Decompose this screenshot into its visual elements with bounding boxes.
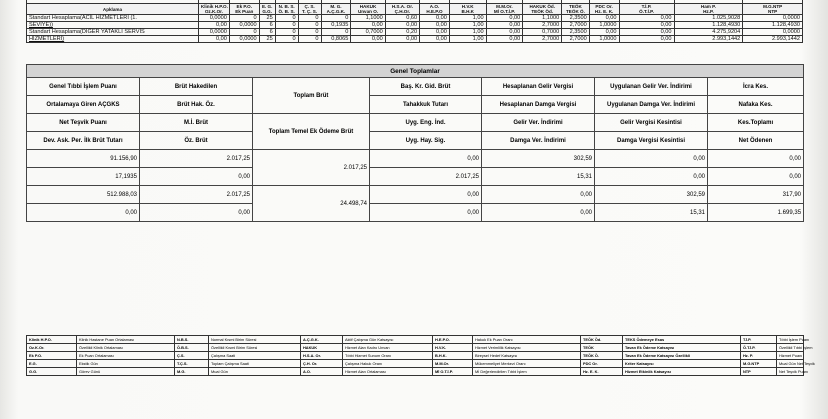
legend-value: Hizmet Puanı bbox=[777, 352, 804, 360]
apklama-cell: 1,00 bbox=[449, 29, 486, 36]
apklama-cell: 2,7000 bbox=[523, 22, 562, 29]
label-gelir-ver-indirimi: Gelir Ver. İndirimi bbox=[482, 114, 595, 132]
value-damga-vergisi-kesintisi: 15,31 bbox=[595, 204, 708, 222]
label-oz-brut: Öz. Brüt bbox=[140, 132, 253, 150]
apklama-cell: 0,00 bbox=[619, 22, 674, 29]
apklama-cell: 0,0000 bbox=[743, 15, 803, 22]
apklama-cell: 0,8065 bbox=[321, 36, 351, 43]
apklama-cell: 0,0000 bbox=[198, 29, 229, 36]
apklama-cell: 0,00 bbox=[420, 22, 450, 29]
legend-key: M.G.NTP bbox=[741, 360, 777, 368]
legend-key: B.H.K. bbox=[433, 352, 473, 360]
apklama-cell: 0,0000 bbox=[229, 36, 259, 43]
apklama-header-cell: HAKUK Unvan O. bbox=[351, 4, 385, 15]
legend-row bbox=[27, 360, 804, 368]
legend-row bbox=[27, 352, 804, 360]
legend-value: Bireysel Hedef Katsayısı bbox=[473, 352, 581, 360]
value-uyg-eng-ind: 0,00 bbox=[370, 186, 482, 204]
legend-key: Ç.S. bbox=[175, 352, 209, 360]
legend-key: T.Ç.S. bbox=[175, 360, 209, 368]
label-kes-toplami: Kes.Toplamı bbox=[708, 114, 804, 132]
apklama-row-label: SEVİYE)) bbox=[27, 22, 199, 29]
apklama-row-label: Standart Hesaplama(ACİL HİZMETLERİ (1. bbox=[27, 15, 199, 22]
value-mi-brut: 2.017,25 bbox=[140, 186, 253, 204]
legend-key: A.Ç.G.K. bbox=[301, 336, 343, 344]
apklama-cell: 0 bbox=[298, 29, 321, 36]
apklama-cell: 2,3500 bbox=[562, 29, 590, 36]
apklama-header-cell: N. B. S. Ö. B. S. bbox=[275, 4, 298, 15]
apklama-cell: 2.993,1442 bbox=[674, 36, 743, 43]
apklama-cell: 1,0000 bbox=[589, 36, 619, 43]
value-bas-kr-gid-brut: 0,00 bbox=[370, 150, 482, 168]
apklama-cell: 0,00 bbox=[420, 15, 450, 22]
value-toplam-temel-ek-odeme-brut: 24.498,74 bbox=[253, 186, 370, 222]
apklama-cell: 6 bbox=[259, 22, 275, 29]
apklama-cell: 0,00 bbox=[486, 36, 523, 43]
apklama-row bbox=[27, 29, 803, 36]
apklama-cell: 0,00 bbox=[385, 22, 419, 29]
apklama-cell: 0 bbox=[298, 22, 321, 29]
apklama-row bbox=[27, 36, 803, 43]
genel-toplamlar-title: Genel Toplamlar bbox=[27, 65, 804, 78]
legend-value: Çalışma Saati bbox=[209, 352, 301, 360]
value-nafaka-kes: 0,00 bbox=[708, 168, 804, 186]
legend-value: Tavan Ek Ödeme Katsayısı bbox=[623, 344, 741, 352]
apklama-cell: 0,00 bbox=[198, 36, 229, 43]
label-icra-kes: İcra Kes. bbox=[708, 78, 804, 96]
apklama-header-cell: TEÖK TEÖK Ö. bbox=[562, 4, 590, 15]
value-hesaplanan-gelir-vergisi: 302,59 bbox=[482, 150, 595, 168]
apklama-header-cell: M.M.Or. Mİ O.T.İ.P. bbox=[486, 4, 523, 15]
apklama-cell: 1,00 bbox=[449, 22, 486, 29]
label-uygulanan-damga-ver-indirimi: Uygulanan Damga Ver. İndirimi bbox=[595, 96, 708, 114]
apklama-cell: 0,00 bbox=[351, 36, 385, 43]
legend-value: Toplam Çalışma Saati bbox=[209, 360, 301, 368]
apklama-cell: 0 bbox=[275, 22, 298, 29]
legend-row bbox=[27, 368, 804, 376]
apklama-cell: 1,00 bbox=[449, 15, 486, 22]
apklama-header-cell: Klinik H.P.O. Oz.K.Or. bbox=[198, 4, 229, 15]
legend-value: TEKS Ödemeye Esas bbox=[623, 336, 741, 344]
legend-value: Mual Gün bbox=[209, 368, 301, 376]
legend-value: Hizmet Verimlilik Katsayısı bbox=[473, 344, 581, 352]
apklama-cell: 0 bbox=[275, 36, 298, 43]
genel-toplamlar-section bbox=[26, 64, 803, 222]
legend-key: H.E.P.O. bbox=[433, 336, 473, 344]
value-brut-hak-oz: 0,00 bbox=[140, 168, 253, 186]
legend-key: Ç.H. Or. bbox=[301, 360, 343, 368]
apklama-header-cell: A.O. H.E.P.O bbox=[420, 4, 450, 15]
apklama-cell: 0,60 bbox=[385, 15, 419, 22]
legend-value: Özellikli Tıbbi İşlem bbox=[777, 344, 804, 352]
apklama-cell: 0,00 bbox=[420, 36, 450, 43]
apklama-row bbox=[27, 15, 803, 22]
apklama-cell: 0,7000 bbox=[351, 29, 385, 36]
label-brut-hakedilen: Brüt Hakedilen bbox=[140, 78, 253, 96]
legend-row bbox=[27, 336, 804, 344]
legend-value: Tavan Ek Ödeme Katsayısı Özellikli bbox=[623, 352, 741, 360]
legend-key: NTP bbox=[741, 368, 777, 376]
label-uyg-eng-ind: Uyg. Eng. İnd. bbox=[370, 114, 482, 132]
legend-key: N.B.S. bbox=[175, 336, 209, 344]
apklama-cell: 1.025,9028 bbox=[674, 15, 743, 22]
apklama-cell: 0 bbox=[298, 15, 321, 22]
label-damga-vergisi-kesintisi: Damga Vergisi Kesintisi bbox=[595, 132, 708, 150]
label-toplam-temel-ek-odeme-brut: Toplam Temel Ek Ödeme Brüt bbox=[253, 114, 370, 150]
apklama-cell: 0 bbox=[275, 29, 298, 36]
apklama-cell: 0,1935 bbox=[321, 22, 351, 29]
value-uygulanan-gelir-ver-indirimi: 0,00 bbox=[595, 150, 708, 168]
apklama-cell: 0,00 bbox=[486, 15, 523, 22]
legend-key: M.M.Or. bbox=[433, 360, 473, 368]
legend-key: T.İ.P. bbox=[741, 336, 777, 344]
value-icra-kes: 0,00 bbox=[708, 150, 804, 168]
legend-value: Kriter Katsayısı bbox=[623, 360, 741, 368]
legend-key: E.G. bbox=[27, 360, 77, 368]
label-toplam-brut: Toplam Brüt bbox=[253, 78, 370, 114]
value-gelir-vergisi-kesintisi: 302,59 bbox=[595, 186, 708, 204]
legend-value: Hakuk Ek Puan Oranı bbox=[473, 336, 581, 344]
apklama-cell: 2,7000 bbox=[562, 36, 590, 43]
legend-key: TEÖK Ö. bbox=[581, 352, 623, 360]
apklama-cell: 0 bbox=[229, 29, 259, 36]
apklama-cell: 0 bbox=[275, 15, 298, 22]
legend-key: Hz. P. bbox=[741, 352, 777, 360]
apklama-header-cell: Apklama bbox=[27, 4, 199, 15]
legend-value: Tıbbi İşlem Puanı bbox=[777, 336, 804, 344]
legend-value: Görev Günü bbox=[77, 368, 175, 376]
apklama-header-cell: Ham P. Hz.P. bbox=[674, 4, 743, 15]
legend-key: Klinik H.P.O. bbox=[27, 336, 77, 344]
legend-value: Hizmet Alan Ortalaması bbox=[343, 368, 433, 376]
legend-value: Mükemmeliyet Merkezi Oranı bbox=[473, 360, 581, 368]
label-ortalamaya-giren-acgks: Ortalamaya Giren AÇGKS bbox=[27, 96, 140, 114]
apklama-header-cell: M. G. A.Ç.G.K. bbox=[321, 4, 351, 15]
apklama-cell: 0 bbox=[321, 15, 351, 22]
apklama-section bbox=[26, 0, 803, 43]
apklama-header-cell: T.İ.P. Ö.T.İ.P. bbox=[619, 4, 674, 15]
legend-key: G.G. bbox=[27, 368, 77, 376]
legend-key: TEÖK Öd. bbox=[581, 336, 623, 344]
apklama-header-cell: PDC Or. Hz. E. K. bbox=[589, 4, 619, 15]
label-hesaplanan-gelir-vergisi: Hesaplanan Gelir Vergisi bbox=[482, 78, 595, 96]
apklama-cell: 0 bbox=[298, 36, 321, 43]
apklama-cell: 0,20 bbox=[385, 29, 419, 36]
apklama-header-cell: E. G. G.G. bbox=[259, 4, 275, 15]
abbreviation-legend bbox=[26, 335, 815, 376]
apklama-cell: 1,1000 bbox=[523, 15, 562, 22]
apklama-cell: 1,1000 bbox=[351, 15, 385, 22]
legend-key: Oz.K.Or. bbox=[27, 344, 77, 352]
apklama-cell: 0,00 bbox=[589, 15, 619, 22]
apklama-cell: 0,00 bbox=[619, 36, 674, 43]
legend-key: Ö.B.S. bbox=[175, 344, 209, 352]
label-dev-ask-per-ilk-brut: Dev. Ask. Per. İlk Brüt Tutarı bbox=[27, 132, 140, 150]
value-uyg-hay-sig: 0,00 bbox=[370, 204, 482, 222]
legend-value: Hizmet Alan Kadro Unvan bbox=[343, 344, 433, 352]
legend-value: Özellikli Klinik Ortalaması bbox=[77, 344, 175, 352]
legend-key: Mİ O.T.İ.P. bbox=[433, 368, 473, 376]
apklama-header-cell: H.S.A. Or. Ç.H.Or. bbox=[385, 4, 419, 15]
apklama-cell: 2,7000 bbox=[523, 36, 562, 43]
label-brut-hak-oz: Brüt Hak. Öz. bbox=[140, 96, 253, 114]
apklama-row-label: Standart Hesaplama(DİĞER YATAKLI SERVİS bbox=[27, 29, 199, 36]
label-mi-brut: M.İ. Brüt bbox=[140, 114, 253, 132]
label-hesaplanan-damga-vergisi: Hesaplanan Damga Vergisi bbox=[482, 96, 595, 114]
apklama-cell: 1,0000 bbox=[589, 22, 619, 29]
legend-row bbox=[27, 344, 804, 352]
value-kes-toplami: 317,90 bbox=[708, 186, 804, 204]
label-gelir-vergisi-kesintisi: Gelir Vergisi Kesintisi bbox=[595, 114, 708, 132]
value-net-tesvik-puani: 512.988,03 bbox=[27, 186, 140, 204]
legend-key: Hz. E. K. bbox=[581, 368, 623, 376]
legend-value: Aktif Çalışma Gün Katsayısı bbox=[343, 336, 433, 344]
apklama-cell: 0,00 bbox=[486, 22, 523, 29]
legend-key: PDC Or. bbox=[581, 360, 623, 368]
apklama-cell: 2.993,1442 bbox=[743, 36, 803, 43]
apklama-cell: 0 bbox=[229, 15, 259, 22]
apklama-cell: 0,00 bbox=[619, 29, 674, 36]
legend-value: Ekstik Gün bbox=[77, 360, 175, 368]
apklama-cell: 2,3500 bbox=[562, 15, 590, 22]
legend-key: H.S.A. Or. bbox=[301, 352, 343, 360]
legend-value: Çalışma Hakuk Oranı bbox=[343, 360, 433, 368]
value-brut-hakedilen: 2.017,25 bbox=[140, 150, 253, 168]
label-nafaka-kes: Nafaka Kes. bbox=[708, 96, 804, 114]
label-damga-ver-indirimi: Damga Ver. İndirimi bbox=[482, 132, 595, 150]
value-hesaplanan-damga-vergisi: 15,31 bbox=[482, 168, 595, 186]
value-ortalamaya-giren-acgks: 17,1935 bbox=[27, 168, 140, 186]
apklama-cell: 0,0000 bbox=[229, 22, 259, 29]
apklama-cell: 0,0000 bbox=[198, 15, 229, 22]
apklama-header-cell: HAKUK Öd. TEÖK Öd. bbox=[523, 4, 562, 15]
apklama-row bbox=[27, 22, 803, 29]
legend-key: TEÖK bbox=[581, 344, 623, 352]
apklama-cell: 1.128,4930 bbox=[674, 22, 743, 29]
apklama-cell: 4.275,9204 bbox=[674, 29, 743, 36]
label-tahakkuk-tutari: Tahakkuk Tutarı bbox=[370, 96, 482, 114]
apklama-cell: 0,00 bbox=[619, 15, 674, 22]
value-genel-tibbi-islem-puani: 91.156,90 bbox=[27, 150, 140, 168]
legend-key: M.G. bbox=[175, 368, 209, 376]
label-uyg-hay-sig: Uyg. Hay. Sig. bbox=[370, 132, 482, 150]
legend-table bbox=[26, 335, 815, 376]
apklama-cell: 1,00 bbox=[449, 36, 486, 43]
legend-value: Normal Kısmi Birim Süresi bbox=[209, 336, 301, 344]
value-dev-ask-per-ilk-brut: 0,00 bbox=[27, 204, 140, 222]
apklama-row-label: HİZMETLERİ) bbox=[27, 36, 199, 43]
genel-toplamlar-table bbox=[26, 64, 804, 222]
legend-value: Mİ Değerlendirilen Tıbbi İşlem bbox=[473, 368, 581, 376]
value-toplam-brut: 2.017,25 bbox=[253, 150, 370, 186]
apklama-cell: 1.128,4930 bbox=[743, 22, 803, 29]
value-net-odenen: 1.699,35 bbox=[708, 204, 804, 222]
apklama-cell: 0,00 bbox=[351, 22, 385, 29]
apklama-header-row bbox=[27, 4, 803, 15]
label-bas-kr-gid-brut: Baş. Kr. Gid. Brüt bbox=[370, 78, 482, 96]
value-gelir-ver-indirimi: 0,00 bbox=[482, 186, 595, 204]
value-uygulanan-damga-ver-indirimi: 0,00 bbox=[595, 168, 708, 186]
label-net-odenen: Net Ödenen bbox=[708, 132, 804, 150]
legend-value: Hizmet Etkinlik Katsayısı bbox=[623, 368, 741, 376]
apklama-header-cell: Ç. S. T. Ç. S. bbox=[298, 4, 321, 15]
legend-value: Tıbbi Hizmet Sunum Oranı bbox=[343, 352, 433, 360]
label-uygulanan-gelir-ver-indirimi: Uygulanan Gelir Ver. İndirimi bbox=[595, 78, 708, 96]
apklama-cell: 25 bbox=[259, 15, 275, 22]
apklama-cell: 0,00 bbox=[486, 29, 523, 36]
legend-key: H.V.K. bbox=[433, 344, 473, 352]
apklama-header-cell: H.V.K B.H.K bbox=[449, 4, 486, 15]
apklama-cell: 0,0000 bbox=[743, 29, 803, 36]
value-damga-ver-indirimi: 0,00 bbox=[482, 204, 595, 222]
label-genel-tibbi-islem-puani: Genel Tıbbi İşlem Puanı bbox=[27, 78, 140, 96]
apklama-header-cell: M.G.NTP NTP bbox=[743, 4, 803, 15]
legend-key: Ek P.O. bbox=[27, 352, 77, 360]
apklama-cell: 0,00 bbox=[420, 29, 450, 36]
apklama-header-cell: Ek P.O. Ek Puan bbox=[229, 4, 259, 15]
legend-value: Özellikli Kısmi Birim Süresi bbox=[209, 344, 301, 352]
legend-key: HAKUK bbox=[301, 344, 343, 352]
apklama-cell: 0 bbox=[321, 29, 351, 36]
label-net-tesvik-puani: Net Teşvik Puanı bbox=[27, 114, 140, 132]
legend-key: A.O. bbox=[301, 368, 343, 376]
legend-value: Ek Puan Ortalaması bbox=[77, 352, 175, 360]
legend-value: Klinik Hastane Puan Ortalaması bbox=[77, 336, 175, 344]
apklama-cell: 0,00 bbox=[385, 36, 419, 43]
apklama-cell: 0,00 bbox=[198, 22, 229, 29]
apklama-cell: 25 bbox=[259, 36, 275, 43]
apklama-table bbox=[26, 0, 803, 43]
legend-value: Net Teşvik Puanı bbox=[777, 368, 804, 376]
apklama-cell: 2,7000 bbox=[562, 22, 590, 29]
legend-key: Ö.T.İ.P. bbox=[741, 344, 777, 352]
legend-value: Mual Gün Net Teşvik bbox=[777, 360, 804, 368]
value-oz-brut: 0,00 bbox=[140, 204, 253, 222]
value-tahakkuk-tutari: 2.017,25 bbox=[370, 168, 482, 186]
apklama-cell: 0,7000 bbox=[523, 29, 562, 36]
apklama-cell: 0,00 bbox=[589, 29, 619, 36]
apklama-cell: 6 bbox=[259, 29, 275, 36]
